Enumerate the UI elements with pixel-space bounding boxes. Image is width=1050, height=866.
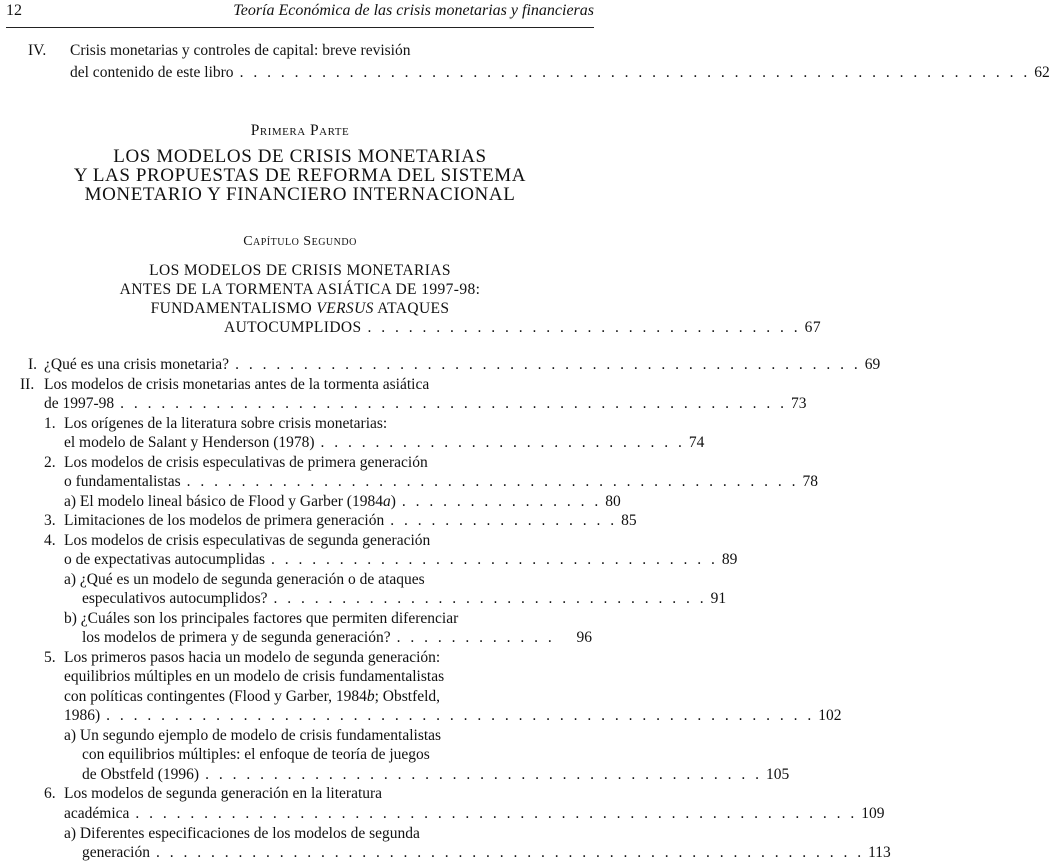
toc-text: el modelo de Salant y Henderson (1978) <box>64 434 315 452</box>
toc-page: 102 <box>818 707 842 725</box>
leader-dots: . . . . . . . . . . . . . . . . . <box>390 512 618 530</box>
page-number: 12 <box>6 2 22 19</box>
leader-dots: . . . . . . . . . . . . . . . <box>401 492 602 510</box>
toc-text: Los primeros pasos hacia un modelo de segunda generación: <box>64 648 441 666</box>
toc-page: 105 <box>765 765 790 783</box>
leader-dots: . . . . . . . . . . . . . . . . . . . . . . . . . . . . . . . . . . . . . . . . . . . . . . . . . . . . . <box>135 805 858 822</box>
leader-dots: . . . . . . . . . . . . . . . . . . . . . . . . . . . . . . . . . . . . . . . . . . . . . . <box>235 356 861 373</box>
toc-number: 5. <box>44 648 56 666</box>
toc-text: b) ¿Cuáles son los principales factores que permiten diferenciar <box>64 609 459 627</box>
toc-text <box>64 493 396 511</box>
toc-text: Los modelos de segunda generación en la literatura <box>64 785 383 803</box>
leader-dots: . . . . . . . . . . . . . . . . . . . . . . . . . . . . . . . . . . . . . . . . . . . . . . . . . . . . . . . . . . <box>239 64 1031 81</box>
leader-dots: . . . . . . . . . . . . . . . . . . . . . . . . . . . . . . . . . . . . . . . . . . . . . . . . . . . . <box>156 844 865 861</box>
toc-text: 1986) <box>64 707 101 725</box>
part-title-line: MONETARIO Y FINANCIERO INTERNACIONAL <box>84 184 516 205</box>
part-label: Primera Parte <box>250 122 350 139</box>
toc-text-part: a) El modelo lineal básico de Flood y Garber (1984 <box>64 492 383 510</box>
toc-text: a) Diferentes especificaciones de los modelos de segunda <box>64 824 420 842</box>
toc-text: de 1997-98 <box>44 395 115 412</box>
toc-number: 1. <box>44 414 56 432</box>
toc-entry[interactable] <box>224 318 821 340</box>
toc-text-italic: b <box>366 687 375 705</box>
toc-text: a) ¿Qué es un modelo de segunda generación o de ataques <box>64 570 425 588</box>
leader-dots: . . . . . . . . . . . . . . . . . . . . . . . . . . . . . . . . . . . . . . . . . <box>205 765 762 783</box>
toc-text: Los modelos de crisis monetarias antes de la tormenta asiática <box>44 375 430 393</box>
toc-text: especulativos autocumplidos? <box>82 590 268 608</box>
leader-dots: . . . . . . . . . . . . . . . . . . . . . . . . . . . . . . . . . . . . . . . . . . . . . <box>186 473 799 491</box>
toc-page: 89 <box>721 551 738 569</box>
chapter-title-line: ANTES DE LA TORMENTA ASIÁTICA DE 1997-98: <box>119 281 481 298</box>
part-title-line: LOS MODELOS DE CRISIS MONETARIAS <box>113 146 487 167</box>
toc-text: del contenido de este libro <box>70 64 234 81</box>
toc-text: a) Un segundo ejemplo de modelo de crisis fundamentalistas <box>64 726 442 744</box>
chapter-title-line: LOS MODELOS DE CRISIS MONETARIAS <box>149 262 451 279</box>
toc-text: académica <box>64 805 130 822</box>
toc-page: 73 <box>791 395 807 412</box>
toc-text-part: ; Obstfeld, <box>374 687 441 705</box>
toc-text: Limitaciones de los modelos de primera generación <box>64 512 385 530</box>
toc-page: 109 <box>861 805 885 822</box>
toc-text: generación <box>82 844 150 861</box>
toc-page: 113 <box>868 844 891 861</box>
toc-text: Crisis monetarias y controles de capital: breve revisión <box>70 42 411 59</box>
toc-page: 96 <box>576 629 592 647</box>
toc-text: Los orígenes de la literatura sobre crisis monetarias: <box>64 414 388 432</box>
toc-entry[interactable] <box>82 844 891 866</box>
leader-dots: . . . . . . . . . . . . . . . . . . . . . . . . . . . . . . . . <box>273 590 707 608</box>
chapter-title-line <box>0 299 600 318</box>
toc-number: 4. <box>44 531 56 549</box>
toc-text-part: con políticas contingentes (Flood y Garber, 1984 <box>64 687 367 705</box>
leader-dots: . . . . . . . . . . . . <box>396 629 555 647</box>
part-title-line: Y LAS PROPUESTAS DE REFORMA DEL SISTEMA <box>73 165 527 186</box>
toc-number: 3. <box>44 512 56 530</box>
leader-dots: . . . . . . . . . . . . . . . . . . . . . . . . . . . . . . . . . . . . . . . . . . . . . . . . . <box>120 395 788 412</box>
chapter-label: Capítulo Segundo <box>243 234 357 249</box>
toc-page: 69 <box>864 356 881 373</box>
toc-text: Los modelos de crisis especulativas de primera generación <box>64 453 428 471</box>
toc-page: 80 <box>605 492 621 510</box>
toc-page: 78 <box>802 473 819 491</box>
toc-text: Los modelos de crisis especulativas de segunda generación <box>64 531 431 549</box>
toc-text: de Obstfeld (1996) <box>82 765 200 783</box>
chapter-title-text: FUNDAMENTALISMO <box>150 300 313 317</box>
toc-text: con equilibrios múltiples: el enfoque de teoría de juegos <box>82 746 430 764</box>
toc-page: 91 <box>710 590 727 608</box>
toc-text: los modelos de primera y de segunda generación? <box>82 629 391 647</box>
toc-number: IV. <box>28 42 47 59</box>
toc-text: o fundamentalistas <box>64 473 181 491</box>
toc-number: 2. <box>44 453 56 471</box>
leader-dots: . . . . . . . . . . . . . . . . . . . . . . . . . . . . . . . . . . . . . . . . . . . . . . . . . . . . <box>106 707 815 725</box>
leader-dots: . . . . . . . . . . . . . . . . . . . . . . . . . . . <box>320 434 685 452</box>
leader-dots: . . . . . . . . . . . . . . . . . . . . . . . . . . . . . . . . . <box>271 551 718 569</box>
toc-number: II. <box>20 375 35 393</box>
toc-number: I. <box>28 356 38 373</box>
toc-text-italic: a <box>382 492 391 510</box>
toc-page: 74 <box>688 434 705 452</box>
toc-text: o de expectativas autocumplidas <box>64 551 266 569</box>
chapter-title-line: AUTOCUMPLIDOS <box>224 319 362 336</box>
header-rule <box>6 27 594 28</box>
toc-page: 85 <box>621 512 637 530</box>
toc-entry[interactable] <box>70 64 1050 86</box>
chapter-title-text: ATAQUES <box>377 300 450 317</box>
toc-number: 6. <box>44 785 56 803</box>
toc-text: equilibrios múltiples en un modelo de crisis fundamentalistas <box>64 668 445 686</box>
toc-page: 67 <box>804 319 821 336</box>
toc-text-part: ) <box>390 492 396 510</box>
running-title: Teoría Económica de las crisis monetarias y financieras <box>233 2 594 19</box>
chapter-title-italic: VERSUS <box>316 300 374 317</box>
running-header <box>6 2 594 26</box>
toc-text: ¿Qué es una crisis monetaria? <box>44 356 230 373</box>
leader-dots: . . . . . . . . . . . . . . . . . . . . . . . . . . . . . . . . <box>367 319 801 336</box>
toc-page: 62 <box>1034 64 1050 81</box>
